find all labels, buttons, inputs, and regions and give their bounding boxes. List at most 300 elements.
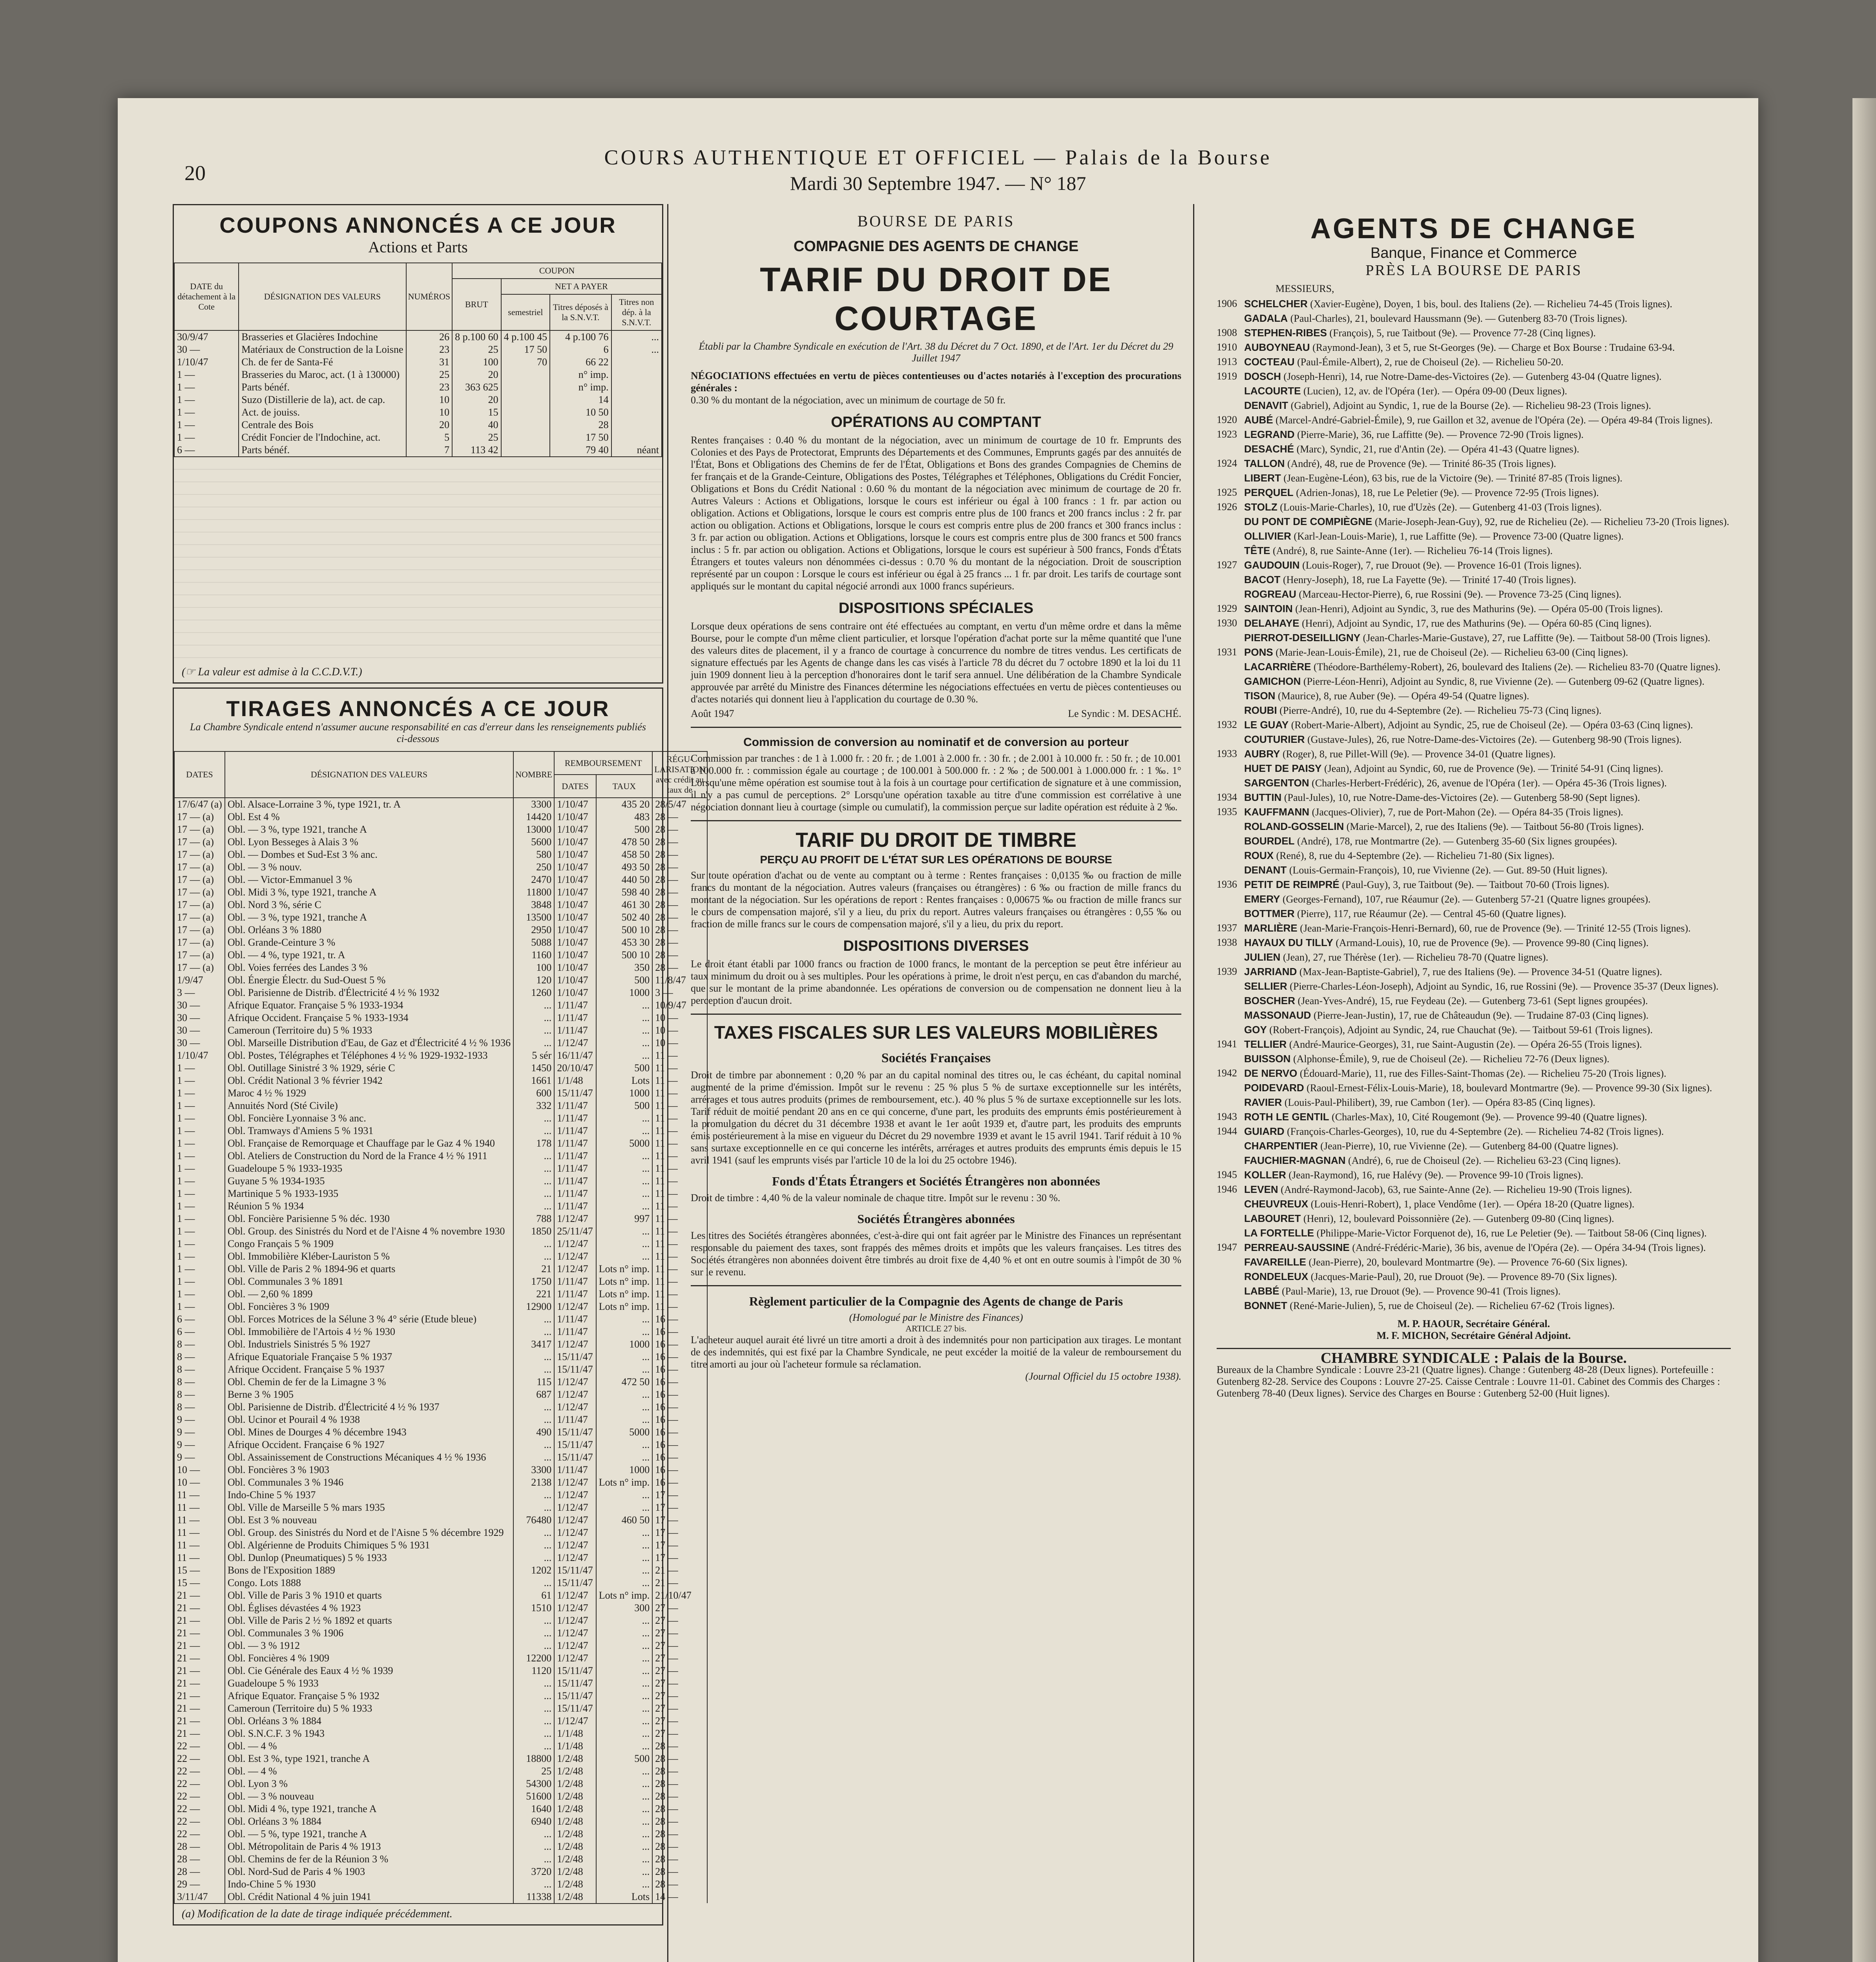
table-row (174, 886, 707, 899)
table-cell: 25/11/47 (554, 1225, 596, 1238)
table-cell: 22 — (174, 1765, 225, 1778)
table-cell: Centrale des Bois (239, 419, 406, 431)
table-cell: ... (596, 1702, 653, 1715)
agent-name: PONS (1244, 646, 1273, 658)
table-row (174, 1338, 707, 1351)
table-cell (611, 406, 662, 419)
reglement-ref: (Journal Officiel du 15 octobre 1938). (1025, 1371, 1181, 1382)
table-cell: ... (596, 1313, 653, 1326)
table-cell: 1/1/48 (554, 1074, 596, 1087)
agent-details: (Alphonse-Émile), 9, rue de Choiseul (2e). — Richelieu 72-76 (Deux lignes). (1293, 1053, 1610, 1065)
agent-details: (André), 178, rue Montmartre (2e). — Gutenberg 35-60 (Six lignes groupées). (1297, 835, 1617, 847)
table-cell: 1/12/47 (554, 1388, 596, 1401)
table-cell: 17 50 (501, 343, 550, 356)
table-cell: 28 — (652, 1865, 707, 1878)
table-cell: 10 (406, 394, 453, 406)
table-cell: ... (596, 1853, 653, 1865)
list-item (1217, 370, 1731, 383)
table-cell: 25 (452, 343, 501, 356)
table-cell: 1160 (513, 949, 554, 961)
agent-year (1217, 1227, 1244, 1239)
agent-details: (Paul-Guy), 3, rue Taitbout (9e). — Taitbout 70-60 (Trois lignes). (1342, 879, 1610, 890)
table-cell: Obl. Midi 4 %, type 1921, tranche A (225, 1803, 513, 1815)
agent-name: RONDELEUX (1244, 1271, 1308, 1282)
table-cell: 11 — (652, 1137, 707, 1150)
table-cell: 28 — (652, 1778, 707, 1790)
agent-details: (Charles-Max), 10, Cité Rougemont (9e). — Provence 99-40 (Quatre lignes). (1332, 1111, 1647, 1123)
table-cell: 17 — (652, 1514, 707, 1526)
reglement-title: Règlement particulier de la Compagnie des Agents de change de Paris (749, 1294, 1123, 1308)
table-cell: 350 (596, 961, 653, 974)
list-item (1217, 1242, 1731, 1254)
agent-year: 1936 (1217, 879, 1237, 890)
agent-name: FAVAREILLE (1244, 1256, 1306, 1268)
col-header: DÉSIGNATION DES VALEURS (225, 751, 513, 798)
dispositions-title: DISPOSITIONS SPÉCIALES (838, 600, 1034, 616)
table-cell: Obl. Industriels Sinistrés 5 % 1927 (225, 1338, 513, 1351)
table-cell: 22 — (174, 1803, 225, 1815)
agent-details: (André-Maurice-Georges), 31, rue Saint-Augustin (2e). — Opéra 26-55 (Trois lignes). (1289, 1039, 1642, 1050)
table-cell: Obl. Outillage Sinistré 3 % 1929, série C (225, 1062, 513, 1074)
agent-year (1217, 1213, 1244, 1225)
table-cell: 1/2/48 (554, 1765, 596, 1778)
table-cell: 28 — (174, 1840, 225, 1853)
agent-year (1217, 951, 1244, 963)
agent-name: CHARPENTIER (1244, 1140, 1318, 1152)
table-cell: 8 — (174, 1388, 225, 1401)
divider (691, 727, 1181, 728)
table-cell: 1/12/47 (554, 1376, 596, 1388)
table-cell: ... (596, 1865, 653, 1878)
table-cell: 28 — (652, 1828, 707, 1840)
agent-name: LEVEN (1244, 1183, 1278, 1195)
diverses-text: Le droit étant établi par 1000 francs ou fraction de 1000 francs, le montant de la perception se peut être inférieur au taux minimum du droit ou à ses multiples. Pour les opérations à prime, le droit n'est perçu, en cas d'abandon du marché, que sur le montant de la prime abandonnée. Les opérations de conversion ou de compensation ne donnent lieu à la perception d'aucun droit. (691, 958, 1181, 1006)
agent-year (1217, 574, 1244, 586)
table-cell: 15/11/47 (554, 1564, 596, 1577)
table-cell: Obl. Communales 3 % 1891 (225, 1275, 513, 1288)
table-cell: 11 — (652, 1275, 707, 1288)
societes-francaises-title: Sociétés Françaises (881, 1051, 991, 1065)
divider (691, 1014, 1181, 1015)
table-cell (501, 431, 550, 444)
table-cell: 21 — (174, 1652, 225, 1665)
table-cell: ... (596, 1037, 653, 1049)
table-row (174, 823, 707, 836)
agent-year: 1942 (1217, 1067, 1237, 1079)
agent-name: HUET DE PAISY (1244, 762, 1322, 774)
table-cell: 17 — (a) (174, 811, 225, 823)
agent-details: (André-Frédéric-Marie), 36 bis, avenue de l'Opéra (2e). — Opéra 34-94 (Trois lignes). (1352, 1242, 1706, 1253)
table-row (174, 1815, 707, 1828)
table-row (174, 1012, 707, 1024)
table-cell: 21 (513, 1263, 554, 1275)
table-cell: 28 — (652, 949, 707, 961)
agent-details: (Jean), 27, rue Thérèse (1er). — Richelieu 78-70 (Quatre lignes). (1283, 952, 1548, 963)
table-cell: 500 (596, 1752, 653, 1765)
table-cell: 16/11/47 (554, 1049, 596, 1062)
table-cell: 300 (596, 1602, 653, 1614)
agent-year (1217, 980, 1244, 992)
table-cell: 27 — (652, 1702, 707, 1715)
table-cell: ... (513, 1727, 554, 1740)
table-cell: 500 10 (596, 949, 653, 961)
coupons-table (174, 263, 662, 456)
agent-name: PERQUEL (1244, 487, 1294, 498)
table-cell: ... (596, 1049, 653, 1062)
table-cell (501, 381, 550, 394)
table-row (174, 1778, 707, 1790)
table-cell: 17 — (a) (174, 899, 225, 911)
table-cell: 61 (513, 1589, 554, 1602)
table-cell: 120 (513, 974, 554, 986)
list-item (1217, 1009, 1731, 1021)
table-cell: 11 — (174, 1539, 225, 1552)
table-cell: 687 (513, 1388, 554, 1401)
table-cell: Obl. Midi 3 %, type 1921, tranche A (225, 886, 513, 899)
agent-name: JARRIAND (1244, 966, 1297, 977)
table-row (174, 1677, 707, 1690)
agent-details: (Pierre), 117, rue Réaumur (2e). — Central 45-60 (Quatre lignes). (1297, 908, 1566, 919)
table-cell: ... (596, 1012, 653, 1024)
table-cell: 115 (513, 1376, 554, 1388)
table-cell: 16 — (652, 1351, 707, 1363)
table-cell: Obl. — 4 % (225, 1765, 513, 1778)
table-row (174, 1074, 707, 1087)
table-cell: Congo. Lots 1888 (225, 1577, 513, 1589)
table-cell: Guadeloupe 5 % 1933-1935 (225, 1162, 513, 1175)
agent-name: RAVIER (1244, 1096, 1282, 1108)
agent-name: BUISSON (1244, 1053, 1291, 1065)
table-cell: 21 — (174, 1677, 225, 1690)
col-header: NET A PAYER (501, 279, 662, 294)
table-row (174, 1878, 707, 1891)
list-item (1217, 966, 1731, 978)
table-row (174, 1175, 707, 1187)
table-cell: 1 — (174, 1062, 225, 1074)
agent-details: (Henri), Adjoint au Syndic, 17, rue des Mathurins (9e). — Opéra 60-85 (Cinq lignes). (1302, 618, 1652, 629)
agent-details: (Joseph-Henri), 14, rue Notre-Dame-des-Victoires (2e). — Gutenberg 43-04 (Quatre lignes). (1283, 371, 1662, 382)
agent-year (1217, 704, 1244, 717)
table-cell: ... (596, 1778, 653, 1790)
list-item (1217, 298, 1731, 310)
list-item (1217, 356, 1731, 368)
reglement-subtitle: (Homologué par le Ministre des Finances) (849, 1312, 1023, 1323)
table-row (174, 1602, 707, 1614)
table-cell: 21 — (174, 1639, 225, 1652)
table-cell: 11800 (513, 886, 554, 899)
agent-details: (Marcel-André-Gabriel-Émile), 9, rue Gaillon et 32, avenue de l'Opéra (2e). — Opéra 49-84 (Trois lignes). (1276, 414, 1713, 426)
table-row (174, 1715, 707, 1727)
agent-year (1217, 472, 1244, 484)
table-cell: 79 40 (550, 444, 611, 456)
list-item (1217, 327, 1731, 339)
table-row (174, 811, 707, 823)
table-cell: 10/9/47 (652, 999, 707, 1012)
table-cell: 1/2/48 (554, 1790, 596, 1803)
list-item (1217, 1111, 1731, 1123)
table-row (174, 961, 707, 974)
table-cell (611, 381, 662, 394)
table-row (174, 836, 707, 848)
table-cell: 1 — (174, 1275, 225, 1288)
list-item (1217, 893, 1731, 905)
table-cell: 1510 (513, 1602, 554, 1614)
table-cell: ... (513, 1187, 554, 1200)
table-cell: 27 — (652, 1665, 707, 1677)
table-cell: Guyane 5 % 1934-1935 (225, 1175, 513, 1187)
agent-details: (André), 48, rue de Provence (9e). — Trinité 86-35 (Trois lignes). (1287, 458, 1557, 469)
agent-details: (René-Marie-Julien), 5, rue de Choiseul (2e). — Richelieu 67-62 (Trois lignes). (1290, 1300, 1615, 1311)
table-cell: Obl. Alsace-Lorraine 3 %, type 1921, tr. A (225, 798, 513, 811)
agent-details: (Marie-Joseph-Jean-Guy), 92, rue de Richelieu (2e). — Richelieu 73-20 (Trois lignes). (1374, 516, 1730, 527)
table-cell: Obl. Métropolitain de Paris 4 % 1913 (225, 1840, 513, 1853)
table-cell: 11 — (652, 1062, 707, 1074)
agent-year: 1944 (1217, 1125, 1237, 1137)
table-cell: 16 — (652, 1401, 707, 1413)
table-cell: 21 — (174, 1702, 225, 1715)
agent-year (1217, 1271, 1244, 1283)
table-cell: 3720 (513, 1865, 554, 1878)
table-cell: 30 — (174, 343, 239, 356)
agent-name: LACARRIÈRE (1244, 661, 1311, 673)
table-cell: ... (513, 1401, 554, 1413)
table-cell: ... (513, 1614, 554, 1627)
table-cell: 1 — (174, 394, 239, 406)
table-cell: 28 — (652, 911, 707, 924)
table-cell: 11 — (652, 1100, 707, 1112)
societes-etrangeres-title: Sociétés Étrangères abonnées (857, 1212, 1015, 1226)
table-cell: 66 22 (550, 356, 611, 368)
table-cell: 1000 (596, 1464, 653, 1476)
agent-year (1217, 530, 1244, 542)
table-cell: 1 — (174, 1187, 225, 1200)
table-row (174, 1363, 707, 1376)
agent-details: (Jacques-Marie-Paul), 20, rue Drouot (9e). — Provence 89-70 (Six lignes). (1310, 1271, 1617, 1282)
table-cell: 1 — (174, 1175, 225, 1187)
agent-name: DENAVIT (1244, 399, 1288, 411)
tarif-courtage-title: TARIF DU DROIT DE COURTAGE (760, 261, 1112, 337)
list-item (1217, 341, 1731, 354)
agent-year (1217, 777, 1244, 789)
table-cell: Martinique 5 % 1933-1935 (225, 1187, 513, 1200)
table-cell: 100 (513, 961, 554, 974)
table-cell: ... (596, 999, 653, 1012)
table-cell: 11 — (652, 1250, 707, 1263)
table-cell: 500 (596, 1100, 653, 1112)
table-row (174, 1514, 707, 1526)
table-cell: Afrique Equator. Française 5 % 1933-1934 (225, 999, 513, 1012)
table-cell: Obl. Est 4 % (225, 811, 513, 823)
column-middle (679, 204, 1194, 1962)
table-cell: 11 — (652, 1074, 707, 1087)
table-row (174, 999, 707, 1012)
table-cell: 22 — (174, 1790, 225, 1803)
table-cell: 1/11/47 (554, 1162, 596, 1175)
table-cell: ... (596, 1326, 653, 1338)
agent-details: (Charles-Herbert-Frédéric), 26, avenue de l'Opéra (1er). — Opéra 45-36 (Trois lignes). (1312, 777, 1667, 789)
table-row (174, 1087, 707, 1100)
table-cell: 1/12/47 (554, 1539, 596, 1552)
table-cell: 11 — (652, 1263, 707, 1275)
table-cell: 1/12/47 (554, 1213, 596, 1225)
table-cell: ... (596, 1727, 653, 1740)
agent-name: JULIEN (1244, 951, 1281, 963)
agent-details: (Édouard-Marie), 11, rue des Filles-Saint-Thomas (2e). — Richelieu 75-20 (Trois lignes). (1299, 1068, 1666, 1079)
table-cell: ... (513, 1413, 554, 1426)
table-cell: 12200 (513, 1652, 554, 1665)
agent-name: STOLZ (1244, 501, 1277, 513)
agent-year: 1919 (1217, 370, 1237, 382)
table-cell: ... (596, 1187, 653, 1200)
table-row (174, 1200, 707, 1213)
table-cell: Obl. — 3 % nouv. (225, 861, 513, 873)
table-cell: ... (596, 1564, 653, 1577)
agent-name: OLLIVIER (1244, 530, 1291, 542)
table-cell: 6 — (174, 444, 239, 456)
table-cell: Obl. Orléans 3 % 1880 (225, 924, 513, 936)
table-cell: 28 (550, 419, 611, 431)
table-cell: 1000 (596, 986, 653, 999)
table-cell: Obl. Grande-Ceinture 3 % (225, 936, 513, 949)
list-item (1217, 864, 1731, 876)
page-header (118, 145, 1758, 195)
agent-year (1217, 385, 1244, 397)
table-cell: 9 — (174, 1426, 225, 1439)
table-cell: 13000 (513, 823, 554, 836)
agent-year: 1925 (1217, 487, 1237, 498)
table-cell: Obl. Ville de Paris 3 % 1910 et quarts (225, 1589, 513, 1602)
table-cell: 1 — (174, 1137, 225, 1150)
table-cell: Obl. Ucinor et Pourail 4 % 1938 (225, 1413, 513, 1426)
agent-year: 1930 (1217, 617, 1237, 629)
commission-text: Commission par tranches : de 1 à 1.000 fr. : 20 fr. ; de 1.001 à 2.000 fr. : 30 fr. ; de 2.001 à 10.000 fr. : 50 fr. ; de 10.001 à 100.000 fr. : commission égale au courtage ; de 100.001 à 500.000 fr. : 2 ‰ ; de 500.001 à 1.000.000 fr. : 1 ‰. 1° Lorsqu'une même opération est soumise tout à la fois à un courtage pour certification de signature et à une commission, il n'y a pas cumul de perceptions. 2° Lorsqu'une opération taxable au titre d'une commission est corrélative à une négociation donnant lieu à courtage (simple ou cumulatif), la commission perçue sur ladite opération est réduite à 2 ‰. (691, 753, 1181, 813)
table-cell: ... (513, 1024, 554, 1037)
table-cell: 14 (550, 394, 611, 406)
agent-year: 1933 (1217, 748, 1237, 759)
table-row (174, 986, 707, 999)
list-item (1217, 1169, 1731, 1181)
table-cell: 363 625 (452, 381, 501, 394)
table-cell: 1120 (513, 1665, 554, 1677)
agent-details: (André), 8, rue Sainte-Anne (1er). — Richelieu 76-14 (Trois lignes). (1272, 545, 1553, 556)
table-cell: 1/10/47 (554, 911, 596, 924)
list-item (1217, 414, 1731, 426)
agent-name: LACOURTE (1244, 385, 1301, 397)
table-cell: 11 — (652, 1125, 707, 1137)
table-cell: n° imp. (550, 368, 611, 381)
col-header: DATES (554, 775, 596, 798)
list-item (1217, 1082, 1731, 1094)
table-cell: Indo-Chine 5 % 1930 (225, 1878, 513, 1891)
company-title: COMPAGNIE DES AGENTS DE CHANGE (793, 238, 1079, 255)
agent-year: 1946 (1217, 1183, 1237, 1195)
table-cell: 453 30 (596, 936, 653, 949)
table-row (174, 798, 707, 811)
table-cell: Obl. Foncière Lyonnaise 3 % anc. (225, 1112, 513, 1125)
negociations-rate: 0.30 % du montant de la négociation, avec un minimum de courtage de 50 fr. (691, 394, 1006, 406)
table-cell: 1/10/47 (554, 861, 596, 873)
table-row (174, 1250, 707, 1263)
table-cell: 1/11/47 (554, 1100, 596, 1112)
table-cell: 1/11/47 (554, 999, 596, 1012)
table-cell: Obl. — 3 %, type 1921, tranche A (225, 823, 513, 836)
table-cell: Obl. Mines de Dourges 4 % décembre 1943 (225, 1426, 513, 1439)
table-cell: 17 — (a) (174, 911, 225, 924)
table-row (174, 1552, 707, 1564)
table-cell: 500 10 (596, 924, 653, 936)
list-item (1217, 1256, 1731, 1268)
signature-line (679, 707, 1193, 720)
table-row (174, 1740, 707, 1752)
list-item (1217, 588, 1731, 600)
list-item (1217, 1038, 1731, 1050)
agents-subtitle-2: PRÈS LA BOURSE DE PARIS (1365, 262, 1582, 279)
table-row (174, 1564, 707, 1577)
table-cell: ... (513, 1740, 554, 1752)
table-cell: 8 — (174, 1351, 225, 1363)
table-cell: 113 42 (452, 444, 501, 456)
table-cell: Obl. Nord-Sud de Paris 4 % 1903 (225, 1865, 513, 1878)
table-cell: Lots n° imp. (596, 1263, 653, 1275)
col-header: Titres déposés à la S.N.V.T. (550, 294, 611, 330)
table-cell: 28 — (652, 1752, 707, 1765)
table-cell: Obl. Cie Générale des Eaux 4 ½ % 1939 (225, 1665, 513, 1677)
table-cell: Obl. Parisienne de Distrib. d'Électricité 4 ½ % 1937 (225, 1401, 513, 1413)
agent-year: 1937 (1217, 922, 1237, 934)
table-cell: 11 — (652, 1213, 707, 1225)
agent-name: SELLIER (1244, 980, 1287, 992)
agent-details: (Jean), Adjoint au Syndic, 60, rue de Provence (9e). — Trinité 54-91 (Cinq lignes). (1324, 763, 1663, 774)
agent-details: (Marceau-Hector-Pierre), 6, rue Rossini (9e). — Provence 73-25 (Cinq lignes). (1299, 589, 1622, 600)
agent-year (1217, 516, 1244, 528)
col-header: BRUT (452, 279, 501, 330)
table-cell: 6 — (174, 1313, 225, 1326)
table-cell: 1/11/47 (554, 1112, 596, 1125)
table-cell: 7 (406, 444, 453, 456)
bourse-title: BOURSE DE PARIS (857, 212, 1015, 230)
list-item (1217, 1198, 1731, 1210)
table-cell: ... (513, 1577, 554, 1589)
table-cell (501, 444, 550, 456)
table-cell: 15/11/47 (554, 1426, 596, 1439)
table-cell: ... (596, 1652, 653, 1665)
table-row (174, 873, 707, 886)
reglement-article: ARTICLE 27 bis. (905, 1324, 967, 1333)
table-cell: Obl. Algérienne de Produits Chimiques 5 % 1931 (225, 1539, 513, 1552)
list-item (1217, 1125, 1731, 1138)
divider (691, 1285, 1181, 1286)
table-cell: Lots n° imp. (596, 1275, 653, 1288)
table-cell: 1 — (174, 1125, 225, 1137)
table-cell: 788 (513, 1213, 554, 1225)
table-row (174, 1476, 707, 1489)
table-cell: 22 — (174, 1740, 225, 1752)
table-row (174, 1526, 707, 1539)
table-cell: 460 50 (596, 1514, 653, 1526)
table-cell: 1/11/47 (554, 1288, 596, 1300)
table-cell: 3300 (513, 1464, 554, 1476)
table-cell: 10 50 (550, 406, 611, 419)
table-cell: Obl. Énergie Électr. du Sud-Ouest 5 % (225, 974, 513, 986)
table-cell: Suzo (Distillerie de la), act. de cap. (239, 394, 406, 406)
table-cell: 458 50 (596, 848, 653, 861)
coupons-subtitle: Actions et Parts (368, 238, 468, 256)
agent-name: DOSCH (1244, 370, 1281, 382)
table-cell: 28 — (174, 1853, 225, 1865)
table-cell: 1/2/48 (554, 1878, 596, 1891)
table-cell: 1/2/48 (554, 1752, 596, 1765)
agent-year (1217, 632, 1244, 644)
